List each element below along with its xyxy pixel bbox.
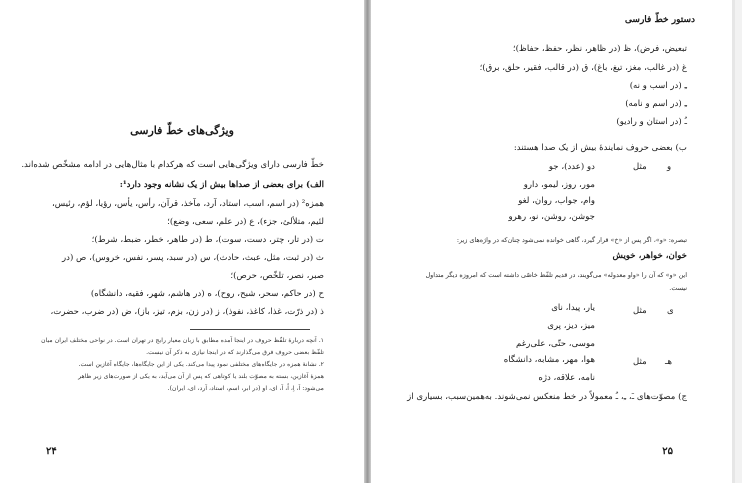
footnote-line: ۲. نشانهٔ همزه در جایگاه‌های مختلفی نمود پیدا می‌کند. یکی از این جایگاه‌ها، جایگاه آغازین است. bbox=[78, 361, 324, 368]
body-line: ج) مصوّت‌های ـَ، ـِ، ـُ معمولاً در خط منعکس نمی‌شوند. به‌همین‌سبب، بسیاری از bbox=[407, 392, 687, 402]
body-line: تبعیض، فرض)، ظ (در ظاهر، نظر، حفظ، حفاظ)؛ bbox=[512, 44, 687, 54]
example-item: هوا، مهر، مشابه، دانشگاه bbox=[503, 355, 595, 365]
letter-label: هـ bbox=[665, 357, 673, 367]
example-item: وام، جواب، روان، لغو bbox=[518, 196, 595, 206]
example-item: میز، دیز، پری bbox=[547, 321, 595, 331]
body-line: ـُ (در استان و رادیو) bbox=[616, 117, 687, 127]
footnote-rule bbox=[190, 329, 310, 330]
body-line: همزه² (در اسم، اسب، استاد، آرد، مآخذ، قرآن، رأس، یأس، رؤیا، لؤم، رئیس، bbox=[51, 199, 324, 209]
left-page bbox=[0, 0, 364, 483]
note-example: خوان، خواهر، خویش bbox=[612, 251, 687, 261]
body-line: ـِ (در اسم و نامه) bbox=[625, 99, 687, 109]
footnote-line: همزهٔ آغازین، بسته به مصوّت بلند یا کوتاهی که پس از آن می‌آید، به یکی از صورت‌های زیر ظاهر bbox=[78, 373, 324, 380]
page-edge bbox=[732, 0, 735, 483]
example-item: یار، پیدا، نای bbox=[551, 303, 595, 313]
page-number-right: ۲۵ bbox=[662, 446, 673, 457]
letter-label: ی bbox=[667, 306, 674, 316]
example-label: مثل bbox=[633, 306, 647, 316]
example-label: مثل bbox=[633, 162, 647, 172]
example-item: مور، روز، لیمو، دارو bbox=[523, 180, 595, 190]
section-b-heading: ب) بعضی حروف نمایندهٔ بیش از یک صدا هستند: bbox=[513, 143, 687, 153]
footnote-line: تلفّظ بعضی حروف فرق می‌گذارند که در اینجا نیازی به ذکر آن نیست. bbox=[146, 349, 324, 356]
body-line: ت (در تار، چتر، دست، سوت)، ط (در طاهر، خطر، ضبط، شرط)؛ bbox=[91, 235, 324, 245]
example-item: نامه، علاقه، دژه bbox=[538, 373, 595, 383]
footnote-line: می‌شود: اَ، اِ، اُ، آ، ای، او (در ابر، اسم، استاد، آرد، ای، ایران). bbox=[167, 385, 324, 392]
example-item: دو (عدد)، جو bbox=[548, 162, 595, 172]
section-title: ویژگی‌های خطّ فارسی bbox=[130, 124, 234, 137]
letter-label: و bbox=[667, 162, 672, 172]
body-line: ث (در ثبت، مثل، عبث، حادث)، س (در سبد، پسر، نفس، خروس)، ص (در bbox=[62, 253, 324, 263]
body-line: ـِ (در اسب و نه) bbox=[629, 81, 687, 91]
body-line: لئیم، متلألئ، جزء)، ع (در علم، سعی، وضع)؛ bbox=[167, 217, 324, 227]
running-head: دستور خطّ فارسی bbox=[624, 15, 695, 25]
note-line: تبصره: «و»، اگر پس از «خ» قرار گیرد، گاهی خوانده نمی‌شود چنان‌که در واژه‌های زیر: bbox=[456, 236, 687, 244]
body-line: صبر، نصر، تلخّص، حرص)؛ bbox=[230, 271, 324, 281]
note-line: این «و» که آن را «واو معدوله» می‌گویند، در قدیم تلفّظ خاصّی داشته است که امروزه دیگر متداول bbox=[425, 271, 687, 279]
body-line: ح (در حاکم، سحر، شبح، روح)، ه (در هاشم، شهر، فقیه، دانشگاه) bbox=[90, 289, 324, 299]
body-line: خطّ فارسی دارای ویژگی‌هایی است که هرکدام با مثال‌هایی در ادامه مشخّص شده‌اند. bbox=[21, 160, 324, 170]
page-number-left: ۲۴ bbox=[46, 446, 57, 457]
body-line: غ (در غالب، مغز، تیغ، باغ)، ق (در قالب، فقیر، حلق، برق)؛ bbox=[479, 63, 687, 73]
body-line: الف) برای بعضی از صداها بیش از یک نشانه وجود دارد¹: bbox=[119, 180, 324, 190]
example-item: موسی، حتّی، علی‌رغم bbox=[516, 339, 595, 349]
example-item: جوشن، روشن، نو، رهرو bbox=[508, 212, 595, 222]
right-page bbox=[371, 0, 735, 483]
example-label: مثل bbox=[633, 357, 647, 367]
note-line: نیست. bbox=[669, 284, 687, 292]
book-gutter bbox=[364, 0, 371, 483]
body-line: ذ (در ذرّت، غذا، کاغذ، نفوذ)، ز (در زن، بزم، تیز، باز)، ض (در ضرب، حضرت، bbox=[50, 307, 324, 317]
footnote-line: ۱. آنچه دربارهٔ تلفّظ حروف در اینجا آمده مطابق با زبان معیار رایج در تهران است. در نواحی مختلف ایران میان bbox=[41, 337, 324, 344]
